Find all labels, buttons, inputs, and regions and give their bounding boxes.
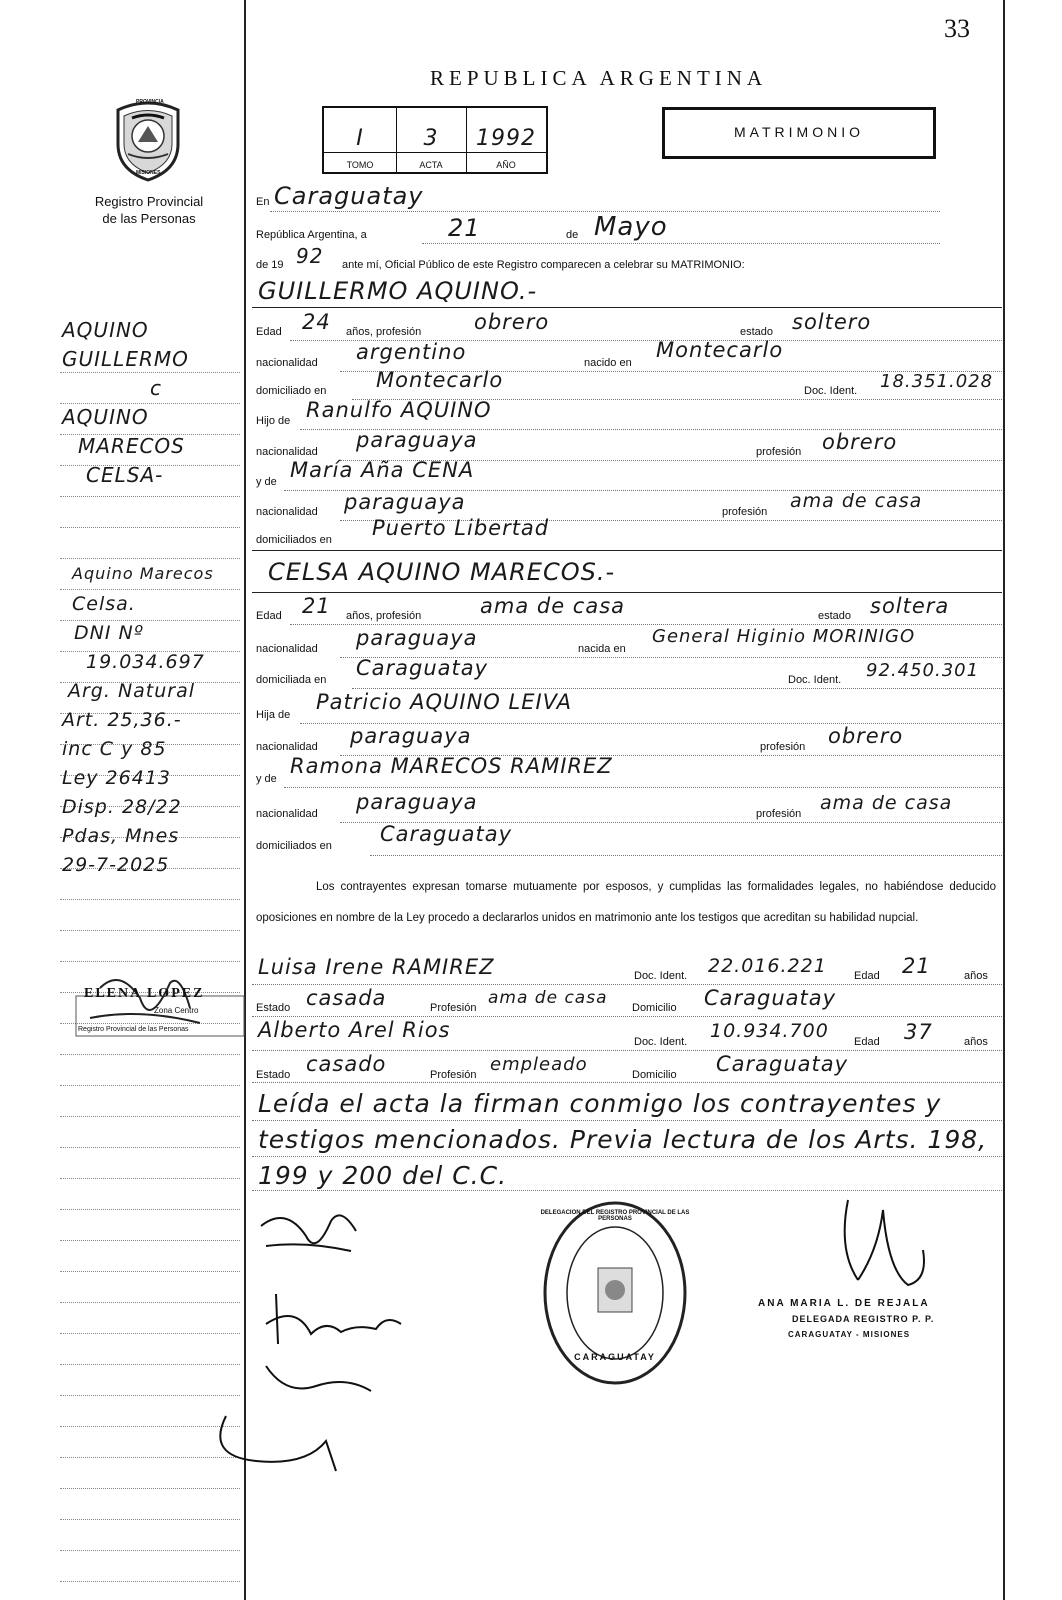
margin-bride-line: Aquino Marecos — [72, 564, 214, 583]
signature-witnesses — [196, 1356, 386, 1481]
groom-name: GUILLERMO AQUINO.- — [258, 277, 538, 305]
registry-name-line2: de las Personas — [102, 211, 196, 226]
witness2-name: Alberto Arel Rios — [258, 1018, 451, 1042]
margin-groom-line: GUILLERMO — [62, 347, 189, 371]
witness1-domicile: Caraguatay — [704, 986, 837, 1010]
seal-text-top: DELEGACION DEL REGISTRO PROVINCIAL DE LAS PERSONAS — [540, 1210, 690, 1222]
acta-cell — [396, 108, 467, 172]
bride-age: 21 — [302, 594, 331, 618]
witness1-anos-label: años — [964, 970, 988, 982]
bride-father-label: Hija de — [256, 709, 291, 721]
groom-mother-nationality: paraguaya — [344, 490, 466, 514]
bride-doc-label: Doc. Ident. — [788, 674, 842, 686]
groom-father-label: Hijo de — [256, 415, 291, 427]
witness2-age: 37 — [904, 1020, 933, 1044]
bride-estado-label: estado — [818, 610, 852, 622]
closing-text: Leída el acta la firman conmigo los contrayentes y testigos mencionados. Previa lectura de los Arts. 198, 199 y 200 del C.C. — [258, 1089, 988, 1190]
groom-nationality: argentino — [356, 340, 467, 364]
tomo-cell — [324, 108, 397, 172]
groom-father-profession: obrero — [822, 430, 898, 454]
bride-birthplace-label: nacida en — [578, 643, 626, 655]
signature-bride-mark — [256, 1284, 406, 1354]
act-type-box — [662, 107, 936, 159]
seal-text-bottom: CARAGUATAY — [574, 1352, 656, 1362]
margin-groom-line: c — [150, 376, 162, 400]
margin-bride-line: inc C y 85 — [62, 738, 167, 760]
groom-domicile: Montecarlo — [376, 368, 504, 392]
groom-profession-label: años, profesión — [346, 326, 422, 338]
en-label: En — [256, 196, 270, 208]
groom-profession: obrero — [474, 310, 550, 334]
bride-profession: ama de casa — [480, 594, 626, 618]
witness2-doc-label: Doc. Ident. — [634, 1036, 688, 1048]
groom-father-profession-label: profesión — [756, 446, 802, 458]
bride-domicile: Caraguatay — [356, 656, 489, 680]
intro-sentence: ante mí, Oficial Público de este Registro comparecen a celebrar su MATRIMONIO: — [342, 259, 745, 271]
witness2-doc: 10.934.700 — [710, 1020, 829, 1042]
bride-mother-nationality-label: nacionalidad — [256, 808, 318, 820]
signature-official — [828, 1190, 938, 1305]
groom-age: 24 — [302, 310, 331, 334]
republica-label: República Argentina, a — [256, 229, 367, 241]
witness2-status-label: Estado — [256, 1069, 291, 1081]
bride-father-nationality-label: nacionalidad — [256, 741, 318, 753]
margin-stamp-name: ELENA LOPEZ — [84, 986, 205, 1001]
acta-label: ACTA — [419, 160, 443, 170]
emblem-text-bottom: MISIONES — [136, 170, 161, 176]
month-value: Mayo — [594, 212, 668, 242]
ano-value: 1992 — [476, 126, 536, 151]
margin-bride-line: 29-7-2025 — [62, 854, 170, 876]
ano-cell — [466, 108, 546, 172]
margin-bride-line: Pdas, Mnes — [62, 825, 180, 847]
bride-status: soltera — [870, 594, 950, 618]
de-label: de — [566, 229, 579, 241]
country-heading: REPUBLICA ARGENTINA — [430, 66, 768, 90]
ano-label: AÑO — [496, 160, 516, 170]
bride-name: CELSA AQUINO MARECOS.- — [268, 558, 616, 586]
groom-father-nationality-label: nacionalidad — [256, 446, 318, 458]
right-border-line — [1003, 0, 1005, 1600]
year-suffix: 92 — [296, 244, 324, 268]
bride-father-profession-label: profesión — [760, 741, 806, 753]
official-location: CARAGUATAY - MISIONES — [788, 1330, 911, 1339]
witness2-status: casado — [306, 1052, 387, 1076]
margin-groom-line: AQUINO — [62, 318, 149, 342]
bride-parents-domicile-label: domiciliados en — [256, 840, 332, 852]
witness1-domicile-label: Domicilio — [632, 1002, 677, 1014]
groom-mother: María Aña CENA — [290, 458, 475, 482]
bride-mother-nationality: paraguaya — [356, 790, 478, 814]
groom-parents-domicile: Puerto Libertad — [372, 516, 550, 540]
acta-value: 3 — [423, 126, 439, 151]
witness1-doc-label: Doc. Ident. — [634, 970, 688, 982]
groom-birthplace-label: nacido en — [584, 357, 632, 369]
bride-profession-label: años, profesión — [346, 610, 422, 622]
official-name: ANA MARIA L. DE REJALA — [758, 1298, 930, 1309]
witness2-profession: empleado — [490, 1054, 588, 1075]
witness1-profession: ama de casa — [488, 988, 608, 1008]
margin-stamp-registry: Registro Provincial de las Personas — [78, 1026, 189, 1033]
groom-parents-domicile-label: domiciliados en — [256, 534, 332, 546]
emblem-text-top: PROVINCIA — [136, 99, 164, 105]
witness2-profession-label: Profesión — [430, 1069, 477, 1081]
tomo-value: I — [356, 126, 364, 151]
bride-father-nationality: paraguaya — [350, 724, 472, 748]
groom-mother-profession: ama de casa — [790, 490, 923, 512]
groom-domicile-label: domiciliado en — [256, 385, 327, 397]
bride-birthplace: General Higinio MORINIGO — [652, 626, 916, 647]
margin-bride-line: Arg. Natural — [68, 680, 196, 702]
groom-mother-nationality-label: nacionalidad — [256, 506, 318, 518]
margin-bride-line: Art. 25,36.- — [62, 709, 182, 731]
registry-name-line1: Registro Provincial — [94, 194, 204, 209]
margin-bride-line: Ley 26413 — [62, 767, 172, 789]
signature-bride — [256, 1284, 406, 1359]
witness1-age: 21 — [902, 954, 931, 978]
witness1-status: casada — [306, 986, 387, 1010]
bride-father: Patricio AQUINO LEIVA — [316, 690, 572, 714]
act-type-title: MATRIMONIO — [734, 124, 864, 140]
place-value: Caraguatay — [274, 182, 424, 210]
bride-mother-label: y de — [256, 773, 277, 785]
witness2-anos-label: años — [964, 1036, 988, 1048]
margin-stamp-zone: Zona Centro — [154, 1006, 199, 1015]
signature-witnesses-mark — [196, 1356, 386, 1476]
signature-official-mark — [828, 1190, 938, 1300]
groom-doc: 18.351.028 — [880, 371, 994, 392]
margin-bride-line: Celsa. — [72, 593, 136, 615]
official-title: DELEGADA REGISTRO P. P. — [792, 1314, 935, 1324]
bride-domicile-label: domiciliada en — [256, 674, 327, 686]
bride-parents-domicile: Caraguatay — [380, 822, 513, 846]
witness1-age-label: Edad — [854, 970, 880, 982]
bride-father-profession: obrero — [828, 724, 904, 748]
bride-mother-profession-label: profesión — [756, 808, 802, 820]
declaration-text: Los contrayentes expresan tomarse mutuamente por esposos, y cumplidas las formalidades legales, no habiéndose deducido oposiciones en nombre de la Ley procedo a declararlos unidos en matrimonio ante los testigos que acreditan su habilidad nupcial. — [256, 881, 996, 924]
margin-bride-line: Disp. 28/22 — [62, 796, 182, 818]
witness2-domicile-label: Domicilio — [632, 1069, 677, 1081]
tomo-label: TOMO — [346, 160, 374, 170]
signature-groom — [256, 1196, 366, 1271]
record-number-box — [322, 106, 548, 174]
groom-edad-label: Edad — [256, 326, 282, 338]
witness1-profession-label: Profesión — [430, 1002, 477, 1014]
witness1-doc: 22.016.221 — [708, 955, 827, 977]
groom-status: soltero — [792, 310, 872, 334]
witness2-age-label: Edad — [854, 1036, 880, 1048]
bride-nationality: paraguaya — [356, 626, 478, 650]
day-value: 21 — [448, 214, 481, 242]
signature-groom-mark — [256, 1196, 366, 1266]
bride-mother-profession: ama de casa — [820, 792, 953, 814]
margin-bride-line: 19.034.697 — [86, 651, 205, 673]
groom-father: Ranulfo AQUINO — [306, 398, 492, 422]
groom-mother-profession-label: profesión — [722, 506, 768, 518]
witness2-domicile: Caraguatay — [716, 1052, 849, 1076]
groom-father-nationality: paraguaya — [356, 428, 478, 452]
margin-groom-line: MARECOS — [78, 434, 185, 458]
bride-edad-label: Edad — [256, 610, 282, 622]
groom-doc-label: Doc. Ident. — [804, 385, 858, 397]
year-prefix: de 19 — [256, 259, 284, 271]
bride-nationality-label: nacionalidad — [256, 643, 318, 655]
bride-mother: Ramona MARECOS RAMIREZ — [290, 754, 613, 778]
margin-bride-line: DNI Nº — [74, 622, 144, 644]
groom-estado-label: estado — [740, 326, 774, 338]
margin-groom-line: AQUINO — [62, 405, 149, 429]
groom-mother-label: y de — [256, 476, 277, 488]
groom-nationality-label: nacionalidad — [256, 357, 318, 369]
witness1-name: Luisa Irene RAMIREZ — [258, 955, 495, 979]
witness1-status-label: Estado — [256, 1002, 291, 1014]
groom-birthplace: Montecarlo — [656, 338, 784, 362]
margin-groom-line: CELSA- — [86, 463, 164, 487]
bride-doc: 92.450.301 — [866, 660, 980, 681]
page-number: 33 — [944, 14, 970, 43]
